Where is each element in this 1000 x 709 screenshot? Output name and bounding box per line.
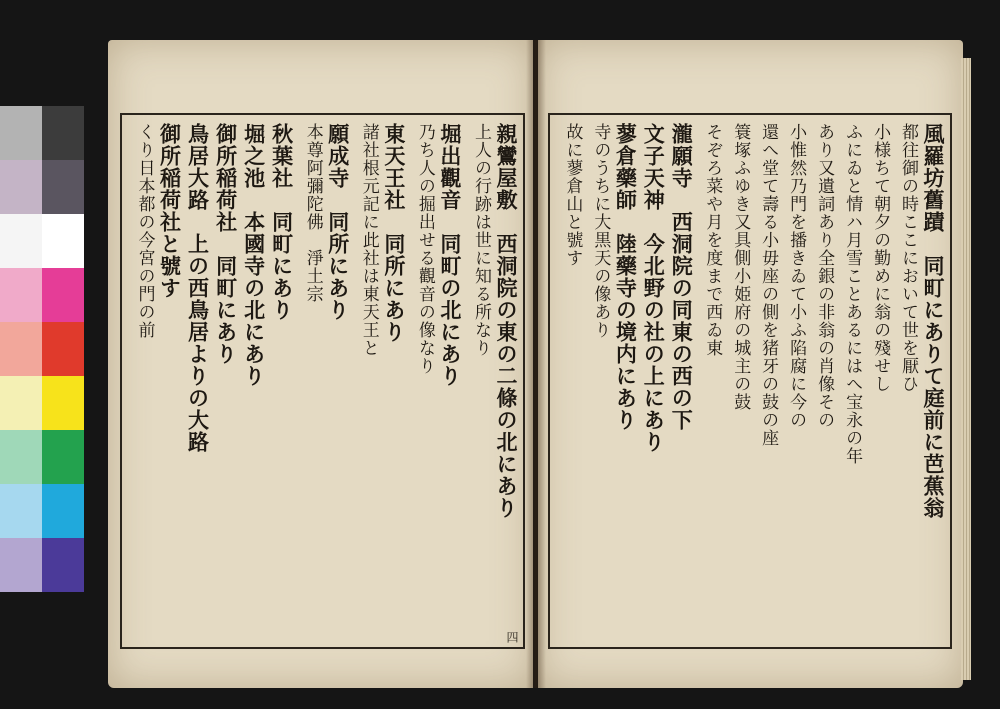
left-page-text-column: 東天王社 同所にあり (381, 123, 407, 343)
folio-number: 四 (505, 631, 519, 643)
calibration-swatch (42, 376, 84, 430)
calibration-swatch (0, 268, 42, 322)
right-page-text-column: 瀧願寺 西洞院の同東の西の下 (669, 123, 695, 431)
left-page-text-column: 諸社根元記に此社は東天王と (358, 123, 379, 357)
left-page-text-column: くり日本都の今宮の門の前 (134, 123, 155, 339)
calibration-swatch (0, 214, 42, 268)
left-page-text-column: 上人の行跡は世に知る所なり (470, 123, 491, 357)
left-page-text-column: 親鸞屋敷 西洞院の東の二條の北にあり (494, 123, 519, 519)
calibration-swatch (42, 538, 84, 592)
right-page-text-column: 小惟然乃門を播きゐて小ふ陷腐に今の (786, 123, 807, 429)
right-page-text-column: 小様ちて朝夕の勤めに翁の殘せし (870, 123, 891, 393)
calibration-swatch (42, 214, 84, 268)
color-calibration-card (0, 106, 84, 594)
right-text-frame (548, 113, 952, 649)
book-gutter (526, 40, 546, 688)
left-page-text-column: 秋葉社 同町にあり (269, 123, 295, 321)
calibration-swatch (0, 160, 42, 214)
right-page-text-column: 蓼倉藥師 陸藥寺の境内にあり (613, 123, 639, 431)
left-page-text-column: 堀之池 本國寺の北にあり (241, 123, 267, 387)
left-text-frame (120, 113, 525, 649)
open-book (108, 40, 968, 688)
right-page-text-column: 簑塚ふゆき又具側小姫府の城主の鼓 (730, 123, 751, 411)
right-page-text-column: 故に蓼倉山と號す (562, 123, 583, 267)
right-page-text-column: 文子天神 今北野の社の上にあり (641, 123, 667, 453)
left-page-text-column: 堀出觀音 同町の北にあり (437, 123, 463, 387)
left-page-text-column: 本尊阿彌陀佛 淨土宗 (302, 123, 323, 303)
left-page (108, 40, 533, 688)
right-page-text-column: 還へ堂て壽る小毋座の側を猪牙の鼓の座 (758, 123, 779, 447)
right-page-text-column: ふにゐと情ハ月雪ことあるにはへ宝永の年 (842, 123, 863, 465)
left-page-text-column: 乃ち人の掘出せる觀音の像なり (414, 123, 435, 375)
left-page-text-column: 願成寺 同所にあり (325, 123, 351, 321)
right-page-text-column: あり又遺詞あり全銀の非翁の肖像その (814, 123, 835, 429)
left-page-text-column: 鳥居大路 上の西鳥居よりの大路 (185, 123, 211, 453)
calibration-swatch (42, 484, 84, 538)
right-page-text-column: そぞろ菜や月を度まで西ゐ東 (702, 123, 723, 357)
right-page-text-column: 風羅坊舊蹟 同町にありて庭前に芭蕉翁 (921, 123, 946, 519)
calibration-swatch (0, 376, 42, 430)
calibration-swatch (0, 484, 42, 538)
right-page-text-column: 寺のうちに大黒天の像あり (590, 123, 611, 339)
left-page-text-column: 御所稲荷社と號す (157, 123, 183, 299)
right-page (538, 40, 963, 688)
right-page-text-column: 都往御の時ここにおいて世を厭ひ (898, 123, 919, 393)
calibration-swatch (0, 322, 42, 376)
calibration-swatch (42, 106, 84, 160)
calibration-swatch (0, 538, 42, 592)
page-edge (961, 58, 971, 680)
calibration-swatch (0, 430, 42, 484)
calibration-swatch (42, 268, 84, 322)
calibration-swatch (42, 322, 84, 376)
calibration-swatch (0, 106, 42, 160)
calibration-swatch (42, 160, 84, 214)
left-page-text-column: 御所稲荷社 同町にあり (213, 123, 239, 365)
calibration-swatch (42, 430, 84, 484)
